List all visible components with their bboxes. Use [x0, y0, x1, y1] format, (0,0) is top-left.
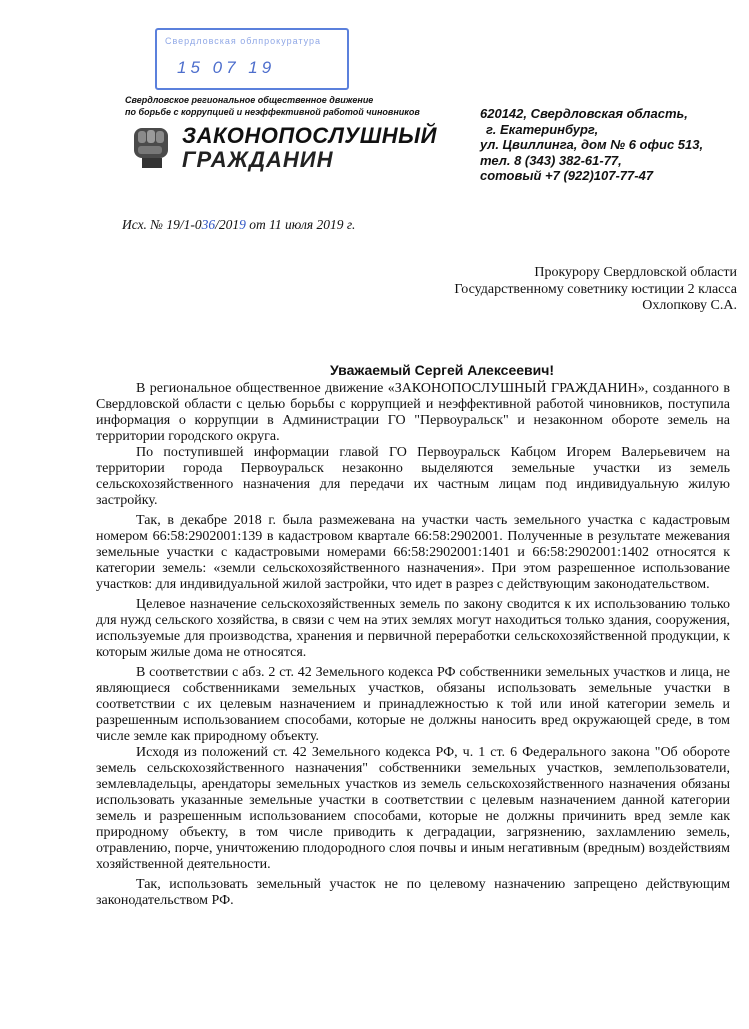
org-tagline-line: по борьбе с коррупцией и неэффективной работой чиновников	[125, 107, 420, 117]
logo-line-1: ЗАКОНОПОСЛУШНЫЙ	[182, 123, 437, 148]
body-paragraph: По поступившей информации главой ГО Первоуральск Кабцом Игорем Валерьевичем на территории города Первоуральск незаконно выделяются земельные участки из земель сельскохозяйственного назначения для передачи их частным лицам под индивидуальную жилую застройку.	[96, 445, 730, 508]
body-paragraph: В соответствии с абз. 2 ст. 42 Земельного кодекса РФ собственники земельных участков и лица, не являющиеся собственниками земельных участков, обязаны использовать земельные участки в соответствии с их целевым назначением и принадлежностью к той или иной категории земель и разрешенным использованием способами, которые не должны наносить вред окружающей среде, в том числе земле как природному объекту.	[96, 665, 730, 744]
logo-wordmark	[182, 124, 437, 172]
reference-handwritten-number: 36	[201, 217, 216, 232]
reference-middle: /201	[215, 217, 240, 232]
fist-icon	[130, 122, 176, 170]
recipient-block	[420, 265, 737, 315]
address-line: тел. 8 (343) 382-61-77,	[480, 152, 622, 168]
letter-body	[96, 381, 730, 909]
body-paragraph: В региональное общественное движение «ЗАКОНОПОСЛУШНЫЙ ГРАЖДАНИН», созданного в Свердловской области с целью борьбы с коррупцией и неэффективной работой чиновников, поступила информация о коррупции в Администрации ГО "Первоуральск" и незаконном обороте земель на территории городского округа.	[96, 381, 730, 444]
org-tagline	[125, 94, 455, 118]
sender-address	[480, 106, 742, 184]
recipient-line: Государственному советнику юстиции 2 класса	[454, 281, 737, 297]
address-line: г. Екатеринбург,	[486, 121, 599, 137]
reference-suffix: от 11 июля 2019 г.	[245, 217, 356, 232]
body-paragraph: Исходя из положений ст. 42 Земельного кодекса РФ, ч. 1 ст. 6 Федерального закона "Об обороте земель сельскохозяйственного назначения" собственники земельных участков, землепользователи, землевладельцы, арендаторы земельных участков из земель сельскохозяйственного назначения обязаны использовать указанные земельные участки в соответствии с целевым назначением данной категории земель и разрешенным использованием способами, которые не должны причинить вред земле как природному объекту, в том числе приводить к деградации, загрязнению, захламлению земель, отравлению, порче, уничтожению плодородного слоя почвы и иным негативным (вредным) воздействиям хозяйственной деятельности.	[96, 745, 730, 872]
reference-prefix: Исх. № 19/1-0	[122, 217, 202, 232]
address-line: ул. Цвиллинга, дом № 6 офис 513,	[480, 137, 704, 152]
address-line: сотовый +7 (922)107-77-47	[480, 168, 654, 183]
body-paragraph: Так, использовать земельный участок не по целевому назначению запрещено действующим законодательством РФ.	[96, 877, 730, 908]
address-line: 620142, Свердловская область,	[480, 106, 688, 121]
salutation: Уважаемый Сергей Алексеевич!	[330, 362, 555, 378]
registration-stamp	[155, 28, 349, 90]
recipient-line: Охлопкову С.А.	[642, 298, 737, 313]
body-paragraph: Так, в декабре 2018 г. была размежевана на участки часть земельного участка с кадастровым номером 66:58:2902001:139 в кадастровом квартале 66:58:2902001. Полученные в результате межевания земельные участки с кадастровыми номерами 66:58:2902001:1401 и 66:58:2902001:1402 относятся к категории земель: «земли сельскохозяйственного назначения». При этом разрешенное использование участков: для индивидуальной жилой застройки, что идет в разрез с действующим законодательством.	[96, 513, 730, 592]
body-paragraph: Целевое назначение сельскохозяйственных земель по закону сводится к их использованию только для нужд сельского хозяйства, в связи с чем на этих землях могут находиться только здания, сооружения, используемые для производства, хранения и первичной переработки сельскохозяйственной продукции, к которым жилые дома не относятся.	[96, 597, 730, 660]
recipient-line: Прокурору Свердловской области	[534, 265, 737, 280]
logo-line-2: ГРАЖДАНИН	[182, 147, 334, 172]
outgoing-reference	[122, 217, 355, 233]
stamp-faded-text: Свердловская облпрокуратура	[165, 36, 322, 46]
reference-handwritten-year: 9	[239, 217, 246, 232]
org-tagline-line: Свердловское региональное общественное движение	[125, 95, 374, 105]
stamp-date: 15 07 19	[177, 58, 276, 77]
